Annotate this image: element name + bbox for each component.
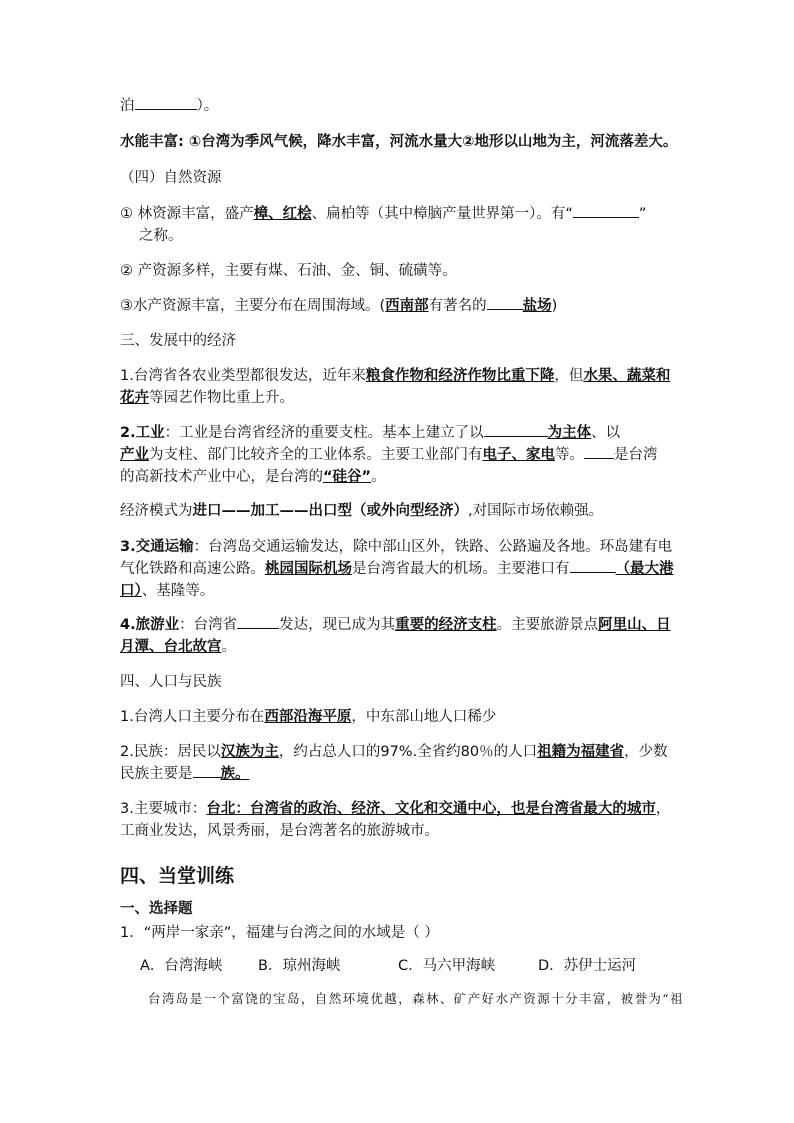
choice-section-heading: 一、选择题 [120,901,193,917]
answer-blank[interactable] [193,762,221,778]
tourism-line: 4.旅游业：台湾省 发达，现已成为其重要的经济支柱。主要旅游景点阿里山、日 [120,613,671,637]
answer-blank[interactable] [135,94,197,110]
answer-blank[interactable] [570,557,616,573]
agriculture-line-cont: 花卉等园艺作物比重上升。 [120,390,294,406]
hydropower-line: 水能丰富: ①台湾为季风气候，降水丰富，河流水量大②地形以山地为主，河流落差大。 [120,134,678,150]
answer-blank[interactable] [237,613,279,629]
option-b[interactable]: B．琼州海峡 [258,958,341,974]
ethnicity-line: 2.民族：居民以汉族为主，约占总人口的97%.全省约80％的人口祖籍为福建省，少数 [120,744,668,760]
option-a[interactable]: A．台湾海峡 [140,958,223,974]
natural-resources-heading: （四）自然资源 [120,170,222,186]
transport-line: 3.交通运输：台湾岛交通运输发达，除中部山区外，铁路、公路遍及各地。环岛建有电 [120,539,673,555]
forest-resources-line: ① 林资源丰富，盛产樟、红桧、扁柏等（其中樟脑产量世界第一）。有“ ” [120,202,646,226]
aquatic-resources-line: ③水产资源丰富，主要分布在周围海域。(西南部有著名的 盐场) [120,294,557,318]
practice-heading: 四、当堂训练 [120,865,235,887]
industry-line-cont2: 的高新技术产业中心，是台湾的“硅谷”。 [120,469,386,485]
ethnicity-line-cont: 民族主要是 族。 [120,762,250,786]
main-city-line: 3.主要城市：台北：台湾省的政治、经济、文化和交通中心，也是台湾省最大的城市， [120,801,671,817]
agriculture-line: 1.台湾省各农业类型都很发达，近年来粮食作物和经济作物比重下降，但水果、蔬菜和 [120,368,671,384]
option-d[interactable]: D．苏伊士运河 [538,958,637,974]
population-heading: 四、人口与民族 [120,674,222,690]
transport-line-cont: 气化铁路和高速公路。桃园国际机场是台湾省最大的机场。主要港口有 （最大港 [120,557,674,581]
main-city-line-cont: 工商业发达，风景秀丽，是台湾著名的旅游城市。 [120,823,439,839]
economic-model-line: 经济模式为进口——加工——出口型（或外向型经济）,对国际市场依赖强。 [120,503,604,519]
population-distribution-line: 1.台湾人口主要分布在西部沿海平原，中东部山地人口稀少 [120,709,497,725]
industry-line-cont: 产业为支柱、部门比较齐全的工业体系。主要工业部门有电子、家电等。 是台湾 [120,443,658,467]
answer-blank[interactable] [573,202,639,218]
economy-heading: 三、发展中的经济 [120,333,236,349]
answer-blank[interactable] [487,294,523,310]
forest-resources-line-cont: 之称。 [139,228,183,244]
tourism-line-cont: 月潭、台北故宫。 [120,639,236,655]
option-c[interactable]: C．马六甲海峡 [398,958,496,974]
mineral-resources-line: ② 产资源多样，主要有煤、石油、金、铜、硫磺等。 [120,263,457,279]
question-2-passage: 台湾岛是一个富饶的宝岛，自然环境优越，森林、矿产好水产资源十分丰富，被誉为“祖 [148,991,684,1006]
answer-blank[interactable] [584,443,614,459]
industry-line: 2.工业：工业是台湾省经济的重要支柱。基本上建立了以 为主体、以 [120,421,620,445]
lake-blank-line: 泊 ）。 [120,94,218,118]
transport-line-cont2: 口）、基隆等。 [120,583,215,599]
answer-blank[interactable] [484,421,548,437]
question-1: 1．“两岸一家亲”，福建与台湾之间的水域是（ ） [120,925,439,941]
